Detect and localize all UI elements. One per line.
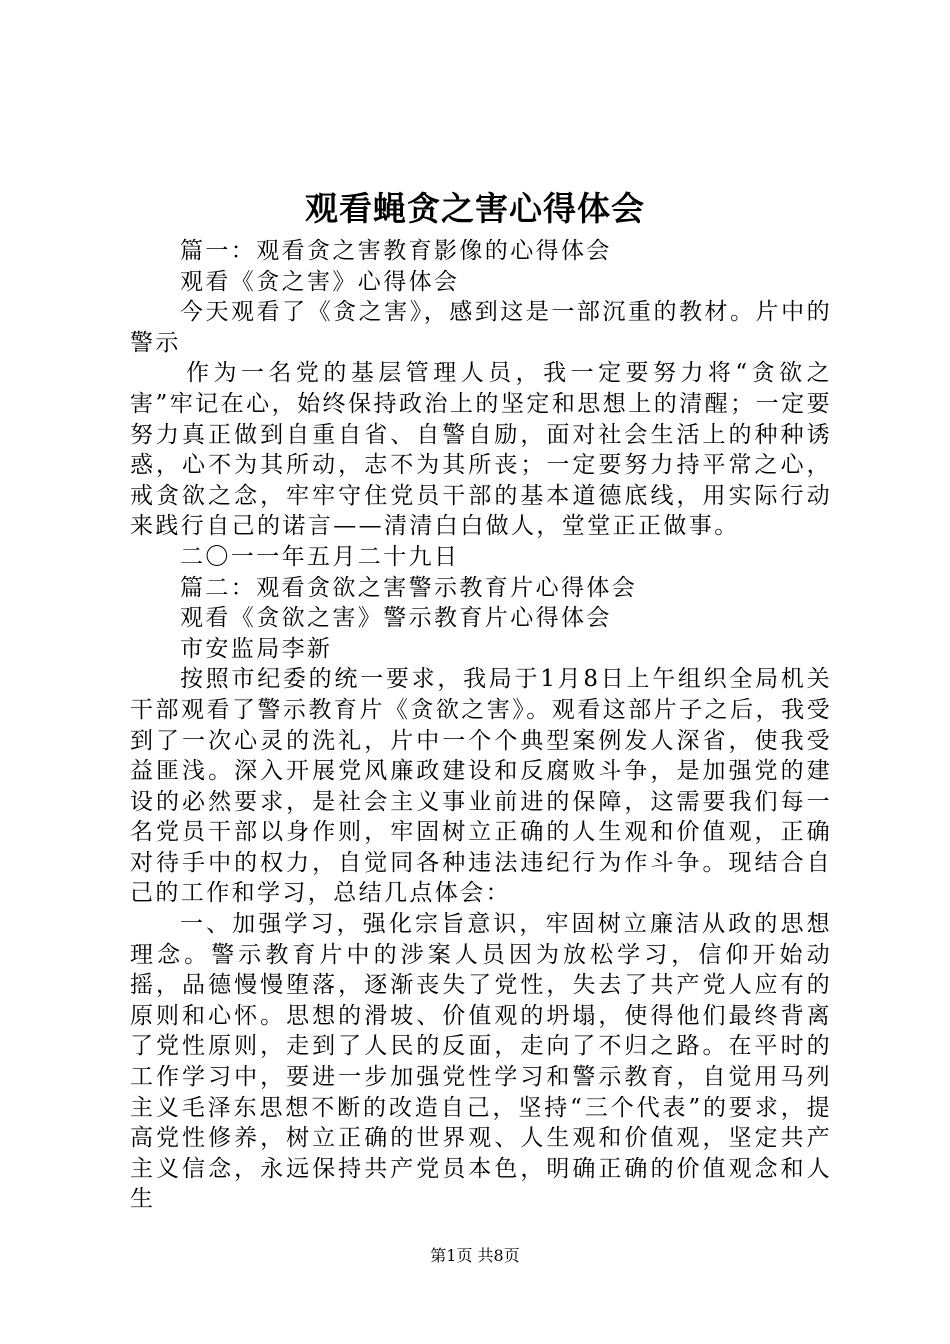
paragraph-section1-subtitle: 观看《贪之害》心得体会 — [180, 268, 460, 295]
paragraph-author: 市安监局李新 — [180, 635, 333, 662]
paragraph-body-1: 按照市纪委的统一要求，我局于1月8日上午组织全局机关干部观看了警示教育片《贪欲之害》。观看这部片子之后，我受到了一次心灵的洗礼，片中一个个典型案例发人深省，使我受益匪浅。深入开展党风廉政建设和反腐败斗争，是加强党的建设的必然要求，是社会主义事业前进的保障，这需要我们每一名党员干部以身作则，牢固树立正确的人生观和价值观，正确对待手中的权力，自觉同各种违法违纪行为作斗争。现结合自己的工作和学习，总结几点体会： — [130, 666, 832, 907]
document-body — [130, 236, 832, 1215]
paragraph-section2-subtitle: 观看《贪欲之害》警示教育片心得体会 — [180, 605, 612, 632]
paragraph-section2-heading: 篇二：观看贪欲之害警示教育片心得体会 — [180, 574, 638, 601]
document-title: 观看蝇贪之害心得体会 — [305, 189, 645, 228]
paragraph-date: 二〇一一年五月二十九日 — [180, 543, 460, 570]
paragraph-commitment: 作为一名党的基层管理人员，我一定要努力将“贪欲之害”牢记在心，始终保持政治上的坚定和思想上的清醒；一定要努力真正做到自重自省、自警自励，面对社会生活上的种种诱惑，心不为其所动，志不为其所丧；一定要努力持平常之心，戒贪欲之念，牢牢守住党员干部的基本道德底线，用实际行动来践行自己的诺言——清清白白做人，堂堂正正做事。 — [130, 360, 832, 540]
paragraph-section1-heading: 篇一：观看贪之害教育影像的心得体会 — [180, 238, 612, 264]
paragraph-body-2: 一、加强学习，强化宗旨意识，牢固树立廉洁从政的思想理念。警示教育片中的涉案人员因为放松学习，信仰开始动摇，品德慢慢堕落，逐渐丧失了党性，失去了共产党人应有的原则和心怀。思想的滑坡、价值观的坍塌，使得他们最终背离了党性原则，走到了人民的反面，走向了不归之路。在平时的工作学习中，要进一步加强党性学习和警示教育，自觉用马列主义毛泽东思想不断的改造自己，坚持“三个代表”的要求，提高党性修养，树立正确的世界观、人生观和价值观，坚定共产主义信念，永远保持共产党员本色，明确正确的价值观念和人生 — [130, 911, 832, 1213]
paragraph-intro: 今天观看了《贪之害》，感到这是一部沉重的教材。片中的警示 — [130, 299, 832, 356]
page-footer: 第1页 共8页 — [430, 1246, 520, 1265]
